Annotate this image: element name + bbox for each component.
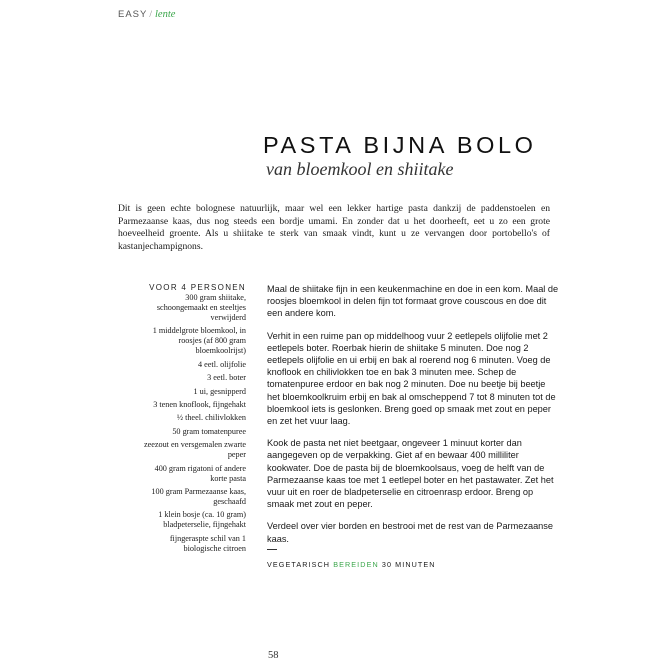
ingredient-item: ½ theel. chilivlokken <box>176 413 246 423</box>
recipe-subtitle: van bloemkool en shiitake <box>266 159 454 179</box>
ingredient-item: zeezout en versgemalen zwarte peper <box>143 440 246 460</box>
intro-paragraph: Dit is geen echte bolognese natuurlijk, maar wel een lekker hartige pasta dankzij de paddenstoelen en Parmezaanse kaas, dus nog steeds een bordje umami. En zonder dat u het doorheeft, eet u zo een grote hoeveelheid groente. Als u shiitake te sterk van smaak vindt, kunt u ze vervangen door portobello's of kastanjechampignons. <box>118 203 550 252</box>
section-separator: / <box>149 10 153 20</box>
season-label: lente <box>155 9 176 20</box>
ingredient-item: fijngeraspte schil van 1 biologische citroen <box>169 533 246 553</box>
method-step: Maal de shiitake fijn in een keukenmachine en doe in een kom. Maal de roosjes bloemkool in delen fijn tot formaat grove couscous en doe dit een andere kom. <box>267 284 559 319</box>
ingredient-item: 3 eetl. boter <box>207 373 246 383</box>
page-number: 58 <box>268 650 279 661</box>
ingredient-item: 1 klein bosje (ca. 10 gram) bladpeterselie, fijngehakt <box>158 510 246 530</box>
tag-vegetarian: VEGETARISCH <box>267 559 331 569</box>
ingredients-list <box>138 283 246 557</box>
method-steps <box>267 283 559 571</box>
ingredient-item: 1 ui, gesnipperd <box>193 386 246 396</box>
recipe-tag <box>267 559 559 571</box>
servings-heading: VOOR 4 PERSONEN <box>149 283 246 292</box>
ingredient-item: 50 gram tomatenpuree <box>172 426 246 436</box>
ingredient-item: 3 tenen knoflook, fijngehakt <box>153 399 246 409</box>
ingredient-item: 1 middelgrote bloemkool, in roosjes (af 800 gram bloemkoolrijst) <box>152 326 246 356</box>
ingredient-item: 100 gram Parmezaanse kaas, geschaafd <box>151 486 246 506</box>
tag-prep-time: 30 MINUTEN <box>381 559 436 569</box>
recipe-title: PASTA BIJNA BOLO <box>263 132 537 158</box>
divider <box>267 549 277 550</box>
method-step: Verhit in een ruime pan op middelhoog vuur 2 eetlepels olijfolie met 2 eetlepels boter. Roerbak hierin de shiitake 5 minuten. Doe nog 2 eetlepels olijfolie en ui erbij en bak al roerend nog 6 minuten. Voeg de knoflook en chilivlokken toe en bak 3 minuten mee. Schep de tomatenpuree erdoor en bak nog 2 minuten. Doe nu beetje bij beetje het bloemkoolkruim erbij en bak al omscheppend 7 tot 8 minuten tot de bloemkool iets is geslonken. Breng goed op smaak met zout en peper en zet het vuur laag. <box>267 330 556 427</box>
method-step: Verdeel over vier borden en bestrooi met de rest van de Parmezaanse kaas. <box>267 521 553 544</box>
ingredient-item: 400 gram rigatoni of andere korte pasta <box>154 463 246 483</box>
tag-prep-label: BEREIDEN <box>333 559 379 569</box>
section-header <box>118 9 175 20</box>
method-step: Kook de pasta net niet beetgaar, ongeveer 1 minuut korter dan aangegeven op de verpakking. Giet af en bewaar 400 milliliter kookwater. Doe de pasta bij de bloemkoolsaus, voeg de helft van de Parmezaanse kaas toe met 1 eetlepel boter en het pastawater. Zet het vuur uit en roer de bladpeterselie en citroenrasp erdoor. Breng op smaak met zout en peper. <box>267 438 554 510</box>
ingredient-item: 300 gram shiitake, schoongemaakt en steeltjes verwijderd <box>156 293 246 322</box>
ingredient-item: 4 eetl. olijfolie <box>198 359 246 369</box>
section-label: EASY <box>118 9 148 20</box>
